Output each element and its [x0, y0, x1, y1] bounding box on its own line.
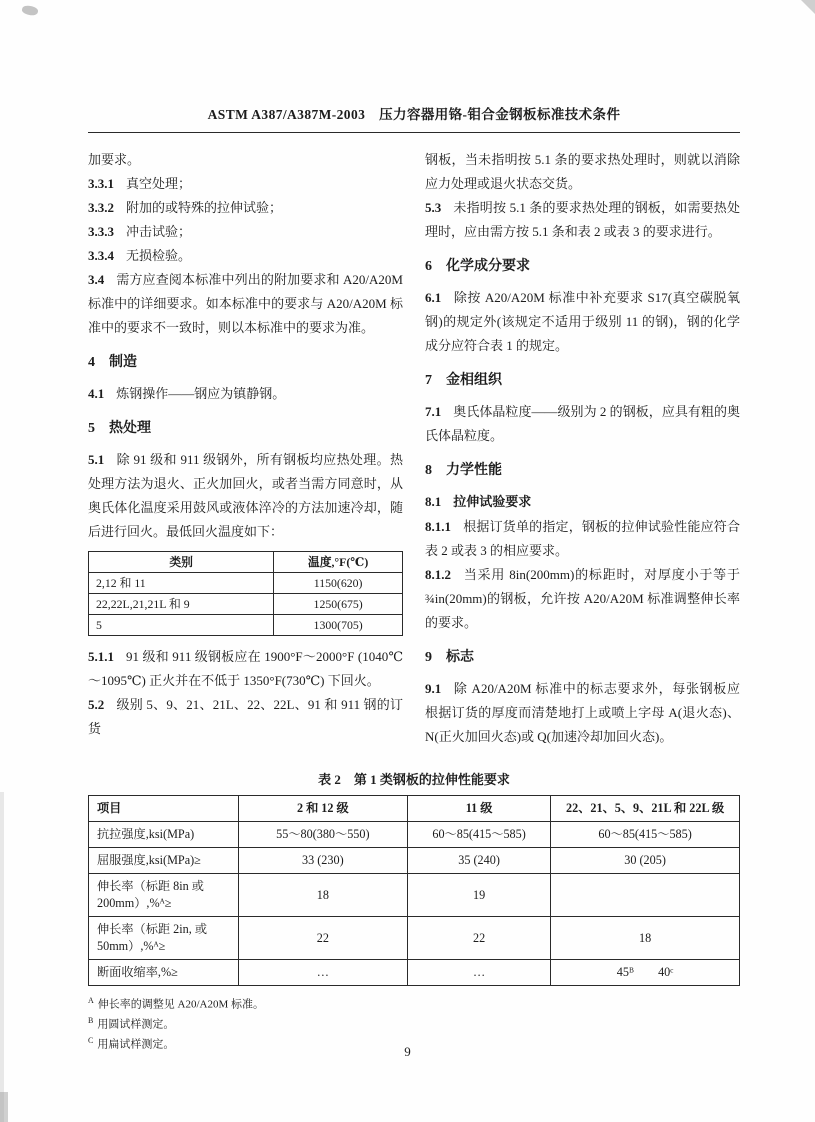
para-number: 3.4: [88, 272, 105, 287]
para-text: 冲击试验；: [126, 224, 192, 239]
para-5-1: [88, 448, 403, 544]
para-text: 钢板，当未指明按 5.1 条的要求热处理时，则就以消除应力处理或退火状态交货。: [425, 152, 740, 191]
para-text: 需方应查阅本标准中列出的附加要求和 A20/A20M 标准中的详细要求。如本标准中的要求与 A20/A20M 标准中的要求不一致时，则以本标准中的要求为准。: [88, 272, 403, 335]
cell-class: 2,12 和 11: [89, 573, 274, 594]
section-title: 金相组织: [446, 373, 502, 388]
cell-value: 18: [551, 917, 740, 960]
section-number: 9: [425, 650, 432, 665]
para-number: 6.1: [425, 290, 442, 305]
section-title: 制造: [109, 355, 137, 370]
para-4-1: [88, 382, 403, 406]
para-3-3-1: [88, 172, 403, 196]
para-text: 当采用 8in(200mm)的标距时，对厚度小于等于 ¾in(20mm)的钢板，允许按 A20/A20M 标准调整伸长率的要求。: [425, 567, 740, 630]
section-number: 8: [425, 463, 432, 478]
para-text: 根据订货单的指定，钢板的拉伸试验性能应符合表 2 或表 3 的相应要求。: [425, 519, 740, 558]
page-number: 9: [404, 1044, 411, 1059]
two-column-body: [88, 148, 740, 749]
cell-item: 伸长率（标距 2in, 或 50mm）,%ᴬ≥: [89, 917, 239, 960]
table-row: [89, 594, 403, 615]
para-text: 附加的或特殊的拉伸试验；: [126, 200, 283, 215]
para-number: 5.1: [88, 452, 105, 467]
cell-value: 33 (230): [238, 848, 407, 874]
subheading-8-1: [425, 490, 740, 514]
cell-value: 55～80(380～550): [238, 822, 407, 848]
header-cell-grade-2-12: 2 和 12 级: [238, 796, 407, 822]
para-5-3: [425, 196, 740, 244]
cell-value: 19: [407, 874, 550, 917]
section-title: 化学成分要求: [446, 259, 530, 274]
cell-item: 抗拉强度,ksi(MPa): [89, 822, 239, 848]
para-text: 真空处理；: [126, 176, 192, 191]
table-row: [89, 573, 403, 594]
page-content: [88, 103, 740, 1053]
para-number: 3.3.1: [88, 176, 114, 191]
para-continuation: [88, 148, 403, 172]
section-heading-chemical-composition: [425, 255, 740, 279]
header-cell-class: 类别: [89, 552, 274, 573]
footnote-a: [88, 993, 740, 1013]
para-text: 91 级和 911 级钢板应在 1900°F～2000°F (1040℃～1095℃) 正火并在不低于 1350°F(730℃) 下回火。: [88, 649, 403, 688]
table-row: [89, 822, 740, 848]
footnote-marker: A: [88, 996, 94, 1005]
scan-artifact-left-edge: [0, 792, 4, 1122]
table-row: [89, 874, 740, 917]
section-number: 6: [425, 259, 432, 274]
tempering-temperature-table: [88, 551, 403, 636]
para-text: 除按 A20/A20M 标准中补充要求 S17(真空碳脱氧钢)的规定外(该规定不适用于级别 11 的钢)，钢的化学成分应符合表 1 的规定。: [425, 290, 740, 353]
cell-class: 22,22L,21,21L 和 9: [89, 594, 274, 615]
para-3-3-3: [88, 220, 403, 244]
para-number: 5.2: [88, 697, 105, 712]
para-number: 3.3.3: [88, 224, 114, 239]
header-cell-grade-other: 22、21、5、9、21L 和 22L 级: [551, 796, 740, 822]
section-number: 5: [88, 421, 95, 436]
header-cell-temperature: 温度,°F(℃): [274, 552, 403, 573]
section-heading-metallographic-structure: [425, 369, 740, 393]
section-number: 7: [425, 373, 432, 388]
cell-temperature: 1300(705): [274, 615, 403, 636]
section-heading-marking: [425, 646, 740, 670]
subheading-text: 拉伸试验要求: [453, 494, 532, 509]
para-number: 4.1: [88, 386, 105, 401]
cell-value: 22: [238, 917, 407, 960]
para-6-1: [425, 286, 740, 358]
para-text: 级别 5、9、21、21L、22、22L、91 和 911 钢的订货: [88, 697, 403, 736]
cell-value: 18: [238, 874, 407, 917]
section-title: 力学性能: [446, 463, 502, 478]
section-heading-manufacture: [88, 351, 403, 375]
cell-value: 30 (205): [551, 848, 740, 874]
para-7-1: [425, 400, 740, 448]
section-title: 标志: [446, 650, 474, 665]
header-cell-item: 项目: [89, 796, 239, 822]
para-number: 5.3: [425, 200, 442, 215]
scan-artifact-top-right: [801, 0, 815, 14]
cell-value: 60～85(415～585): [407, 822, 550, 848]
cell-value: 35 (240): [407, 848, 550, 874]
footnote-marker: C: [88, 1036, 94, 1046]
cell-value: [551, 874, 740, 917]
para-number: 3.3.4: [88, 248, 114, 263]
cell-item: 断面收缩率,%≥: [89, 960, 239, 986]
cell-temperature: 1250(675): [274, 594, 403, 615]
running-header: [88, 103, 740, 133]
para-number: 7.1: [425, 404, 442, 419]
table-header-row: [89, 552, 403, 573]
para-number: 9.1: [425, 681, 442, 696]
footnote-text: 伸长率的调整见 A20/A20M 标准。: [97, 998, 265, 1011]
para-text: 加要求。: [88, 152, 141, 167]
section-heading-heat-treatment: [88, 417, 403, 441]
section-heading-mechanical-properties: [425, 459, 740, 483]
table2-section: [88, 769, 740, 1053]
cell-item: 伸长率（标距 8in 或 200mm）,%ᴬ≥: [89, 874, 239, 917]
para-3-4: [88, 268, 403, 340]
para-text: 除 91 级和 911 级钢外，所有钢板均应热处理。热处理方法为退火、正火加回火，或者当需方同意时，从奥氏体化温度采用鼓风或液体淬冷的方法加速冷却，随后进行回火。最低回火温度如下：: [88, 452, 403, 539]
para-text: 奥氏体晶粒度——级别为 2 的钢板，应具有粗的奥氏体晶粒度。: [425, 404, 740, 443]
right-column: [425, 148, 740, 749]
table-header-row: [89, 796, 740, 822]
para-text: 未指明按 5.1 条的要求热处理的钢板，如需要热处理时，应由需方按 5.1 条和表 2 或表 3 的要求进行。: [425, 200, 740, 239]
para-9-1: [425, 677, 740, 749]
cell-value: …: [238, 960, 407, 986]
cell-value: 22: [407, 917, 550, 960]
table2-tensile-requirements: [88, 795, 740, 986]
para-3-3-2: [88, 196, 403, 220]
para-text: 炼钢操作——钢应为镇静钢。: [116, 386, 286, 401]
cell-value: 60～85(415～585): [551, 822, 740, 848]
table2-title: 表 2 第 1 类钢板的拉伸性能要求: [318, 772, 510, 787]
para-8-1-2: [425, 563, 740, 635]
section-title: 热处理: [109, 421, 151, 436]
para-number: 3.3.2: [88, 200, 114, 215]
table-row: [89, 848, 740, 874]
footnote-text: 用扁试样测定。: [97, 1038, 175, 1051]
para-number: 8.1.2: [425, 567, 451, 582]
footnote-marker: B: [88, 1016, 94, 1026]
table-row: [89, 960, 740, 986]
footnote-text: 用圆试样测定。: [97, 1018, 175, 1031]
para-text: 除 A20/A20M 标准中的标志要求外，每张钢板应根据订货的厚度而清楚地打上或喷上字母 A(退火态)、N(正火加回火态)或 Q(加速冷却加回火态)。: [425, 681, 740, 744]
cell-temperature: 1150(620): [274, 573, 403, 594]
cell-value: …: [407, 960, 550, 986]
para-number: 5.1.1: [88, 649, 114, 664]
footnote-b: [88, 1013, 740, 1033]
para-5-1-1: [88, 645, 403, 693]
left-column: [88, 148, 403, 749]
cell-item: 屈服强度,ksi(MPa)≥: [89, 848, 239, 874]
table-row: [89, 615, 403, 636]
header-title: ASTM A387/A387M-2003 压力容器用铬-钼合金钢板标准技术条件: [207, 107, 621, 122]
para-3-3-4: [88, 244, 403, 268]
section-number: 4: [88, 355, 95, 370]
cell-class: 5: [89, 615, 274, 636]
header-cell-grade-11: 11 级: [407, 796, 550, 822]
para-8-1-1: [425, 515, 740, 563]
para-continuation: [425, 148, 740, 196]
scan-artifact-bottom-left: [0, 1092, 8, 1122]
para-5-2: [88, 693, 403, 741]
cell-value: 45ᴮ 40ᶜ: [551, 960, 740, 986]
table-row: [89, 917, 740, 960]
scan-artifact-top-left: [21, 4, 39, 17]
para-number: 8.1.1: [425, 519, 451, 534]
para-text: 无损检验。: [126, 248, 192, 263]
para-number: 8.1: [425, 494, 442, 509]
